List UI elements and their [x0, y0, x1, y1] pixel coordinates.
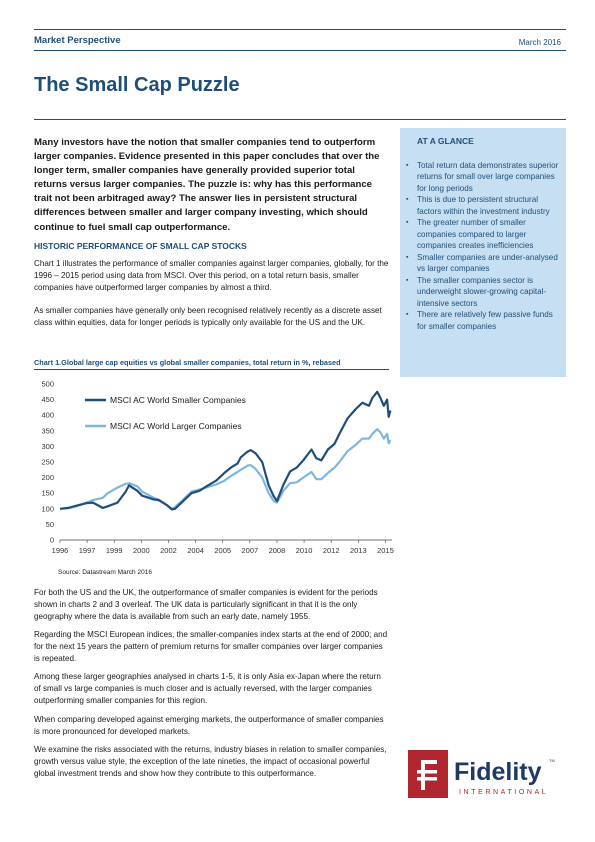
- x-tick-label: 2005: [214, 546, 232, 555]
- list-item: ▪ The smaller companies sector is underweight slower-growing capital-intensive sectors: [404, 275, 562, 309]
- list-item: ▪ The greater number of smaller companies compared to larger companies creates inefficiencies: [404, 217, 562, 251]
- y-tick-label: 350: [41, 426, 54, 436]
- legend-label: MSCI AC World Smaller Companies: [110, 395, 246, 405]
- x-tick-label: 1997: [78, 546, 96, 555]
- list-item: ▪ Smaller companies are under-analysed vs larger companies: [404, 252, 562, 275]
- chart-caption-rule: [34, 369, 389, 370]
- logo-mark: [408, 750, 448, 798]
- chart-axes: [41, 380, 393, 556]
- body-paragraph: Regarding the MSCI European indices, the smaller-companies index starts at the end of 2000; and for the next 15 years the pattern of premium returns for smaller companies over larger companies is repeated.: [34, 630, 388, 663]
- logo-wordmark: Fidelity: [454, 758, 542, 786]
- at-a-glance-title: AT A GLANCE: [417, 136, 474, 146]
- body-paragraph: Chart 1 illustrates the performance of smaller companies against larger companies, globally, for the 1996 – 2015 period using data from MSCI. Over this period, on a total return basis, smaller companies have outperformed larger companies by almost a third.: [34, 259, 389, 292]
- document-label: Market Perspective: [34, 35, 121, 46]
- body-paragraph: As smaller companies have generally only been recognised relatively recently as a discrete asset class within equities, data for longer periods is typically only available for the US and the UK.: [34, 306, 382, 327]
- list-item: ▪ This is due to persistent structural factors within the investment industry: [404, 194, 562, 217]
- body-paragraph: We examine the risks associated with the returns, industry biases in relation to smaller companies, growth versus value style, the exception of the late nineties, the impact of occasional powerful global investment trends and show how they contribute to this outperformance.: [34, 745, 387, 778]
- x-tick-label: 2007: [241, 546, 259, 555]
- at-a-glance-box: [400, 128, 566, 377]
- x-tick-label: 2013: [349, 546, 367, 555]
- y-tick-label: 50: [45, 519, 54, 529]
- y-tick-label: 500: [41, 379, 54, 389]
- x-tick-label: 2000: [133, 546, 150, 555]
- y-tick-label: 150: [41, 488, 54, 498]
- section-heading: HISTORIC PERFORMANCE OF SMALL CAP STOCKS: [34, 241, 247, 251]
- chart-legend: [85, 395, 246, 431]
- x-tick-label: 2015: [377, 546, 394, 555]
- y-tick-label: 0: [49, 535, 54, 545]
- at-a-glance-list: [404, 160, 562, 332]
- y-tick-label: 100: [41, 504, 54, 514]
- y-tick-label: 300: [41, 441, 54, 451]
- title-rule: [34, 119, 566, 120]
- legend-label: MSCI AC World Larger Companies: [110, 421, 242, 431]
- top-rule: [34, 29, 566, 30]
- chart-source: Source: Datastream March 2016: [58, 569, 152, 576]
- y-tick-label: 450: [41, 395, 54, 405]
- intro-paragraph: Many investors have the notion that smaller companies tend to outperform larger companies. Evidence presented in this paper concludes that over the longer term, smaller companies have generally provided superior total returns versus larger companies. The puzzle is: why has this performance trait not been arbitraged away? The answer lies in persistent structural differences between smaller and larger company investing, which should continue to fuel small cap outperformance.: [34, 137, 380, 233]
- series-line-1: [60, 429, 390, 509]
- chart-caption: Chart 1.Global large cap equities vs global smaller companies, total return in %, rebased: [34, 358, 341, 367]
- body-paragraph: Among these larger geographies analysed in charts 1-5, it is only Asia ex-Japan where the return of small vs large companies is much closer and is actually reversed, with the larger companies outperforming smaller companies for this region.: [34, 672, 381, 705]
- svg-text:TM: TM: [549, 758, 555, 763]
- x-tick-label: 1996: [51, 546, 69, 555]
- body-paragraph: For both the US and the UK, the outperformance of smaller companies is evident for the periods shown in charts 2 and 3 overleaf. The UK data is particularly significant in that it is the only geography where the data is available from such an early date, namely 1955.: [34, 588, 378, 621]
- header-rule: [34, 50, 566, 51]
- list-item: ▪ There are relatively few passive funds for smaller companies: [404, 309, 562, 332]
- logo-subtitle: INTERNATIONAL: [459, 789, 549, 796]
- chart-series: [60, 392, 390, 510]
- body-paragraph: When comparing developed against emerging markets, the outperformance of smaller companies is more pronounced for developed markets.: [34, 715, 384, 736]
- x-tick-label: 2010: [295, 546, 313, 555]
- y-tick-label: 250: [41, 457, 54, 467]
- document-date: March 2016: [518, 38, 561, 47]
- x-tick-label: 2004: [187, 546, 204, 555]
- y-tick-label: 200: [41, 473, 54, 483]
- list-item: ▪ Total return data demonstrates superior returns for small over large companies for long periods: [404, 160, 562, 194]
- line-chart: [30, 374, 400, 566]
- page-title: The Small Cap Puzzle: [34, 74, 240, 96]
- x-tick-label: 1999: [105, 546, 123, 555]
- fidelity-logo: [408, 750, 558, 798]
- x-tick-label: 2008: [268, 546, 286, 555]
- x-tick-label: 2002: [160, 546, 177, 555]
- y-tick-label: 400: [41, 410, 54, 420]
- x-tick-label: 2012: [322, 546, 340, 555]
